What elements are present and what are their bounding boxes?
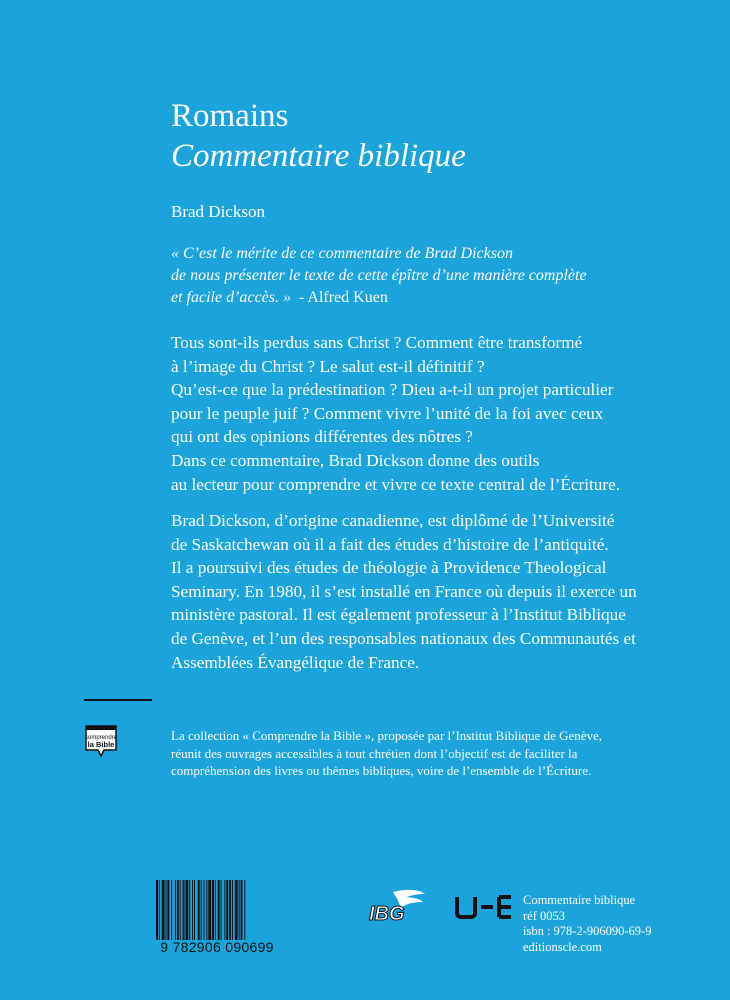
author-bio-paragraph xyxy=(171,509,691,674)
author-name: Brad Dickson xyxy=(171,202,265,221)
barcode-bar xyxy=(221,880,222,940)
barcode-bar xyxy=(235,880,238,940)
blurb-line: au lecteur pour comprendre et vivre ce texte central de l’Écriture. xyxy=(171,474,621,494)
svg-text:IBG: IBG xyxy=(369,903,405,925)
blurb-line: Qu’est-ce que la prédestination ? Dieu a-t-il un projet particulier xyxy=(171,380,614,400)
barcode-bar xyxy=(192,880,193,940)
publisher-info xyxy=(523,893,651,955)
blurb-line: à l’image du Christ ? Le salut est-il définitif ? xyxy=(171,356,485,376)
svg-text:comprendre: comprendre xyxy=(84,735,118,741)
ibg-logo xyxy=(363,888,427,926)
quote-attribution: - Alfred Kuen xyxy=(298,289,388,306)
barcode-bar xyxy=(212,880,214,940)
blurb-line: Tous sont-ils perdus sans Christ ? Comment être transformé xyxy=(171,333,583,352)
barcode-bar xyxy=(244,880,245,940)
barcode-bar xyxy=(166,880,167,940)
barcode-number: 9 782906 090699 xyxy=(160,939,274,955)
isbn-barcode xyxy=(155,880,279,956)
quote-line: « C’est le mérite de ce commentaire de Brad Dickson xyxy=(171,245,513,262)
barcode-bar xyxy=(156,880,158,940)
publisher-reference: réf 0053 xyxy=(523,908,565,923)
publisher-website: editionscle.com xyxy=(523,939,602,954)
publisher-series: Commentaire biblique xyxy=(523,893,636,907)
bio-line: Assemblées Évangélique de France. xyxy=(171,652,420,672)
section-divider xyxy=(84,699,152,701)
quote-line: et facile d’accès. » xyxy=(171,289,291,306)
endorsement-quote xyxy=(171,243,621,309)
barcode-bar xyxy=(180,880,181,940)
barcode-bar xyxy=(204,880,205,940)
barcode-bar xyxy=(175,880,176,940)
blurb-line: qui ont des opinions différentes des nôtres ? xyxy=(171,427,473,447)
barcode-bar xyxy=(189,880,190,940)
barcode-bars xyxy=(155,880,279,940)
barcode-bar xyxy=(167,880,169,940)
bio-line: Seminary. En 1980, il s’est installé en France où depuis il exerce un xyxy=(171,581,637,601)
collection-line: réunit des ouvrages accessibles à tout chrétien dont l’objectif est de faciliter la xyxy=(171,745,578,761)
blurb-line: Dans ce commentaire, Brad Dickson donne des outils xyxy=(171,450,540,470)
svg-text:la Bible: la Bible xyxy=(87,740,115,749)
barcode-bar xyxy=(226,880,228,940)
barcode-bar xyxy=(215,880,216,940)
bio-line: de Genève, et l’un des responsables nationaux des Communautés et xyxy=(171,628,636,648)
blurb-line: pour le peuple juif ? Comment vivre l’unité de la foi avec ceux xyxy=(171,403,604,423)
book-subtitle: Commentaire biblique xyxy=(171,138,466,174)
barcode-bar xyxy=(159,880,160,940)
barcode-bar xyxy=(208,880,211,940)
barcode-bar xyxy=(218,880,220,940)
barcode-bar xyxy=(171,880,172,940)
collection-description xyxy=(171,727,671,780)
barcode-bar xyxy=(194,880,195,940)
blurb-paragraph xyxy=(171,331,691,496)
bio-line: ministère pastoral. Il est également professeur à l’Institut Biblique xyxy=(171,605,626,625)
barcode-bar xyxy=(229,880,231,940)
collection-line: La collection « Comprendre la Bible », proposée par l’Institut Biblique de Genève, xyxy=(171,728,603,743)
barcode-bar xyxy=(183,880,185,940)
barcode-bar xyxy=(206,880,207,940)
quote-line: de nous présenter le texte de cette épître d’une manière complète xyxy=(171,267,587,284)
barcode-bar xyxy=(162,880,165,940)
barcode-bar xyxy=(224,880,225,940)
cle-publisher-logo xyxy=(453,895,515,919)
comprendre-la-bible-logo xyxy=(84,724,118,758)
barcode-bar xyxy=(201,880,202,940)
barcode-bar xyxy=(177,880,179,940)
barcode-bar xyxy=(239,880,240,940)
bio-line: Il a poursuivi des études de théologie à Providence Theological xyxy=(171,558,607,578)
bio-line: Brad Dickson, d’origine canadienne, est diplômé de l’Université xyxy=(171,511,615,530)
publisher-isbn: isbn : 978-2-906090-69-9 xyxy=(523,924,652,938)
book-title: Romains xyxy=(171,98,289,134)
barcode-bar xyxy=(185,880,188,940)
barcode-bar xyxy=(232,880,233,940)
barcode-bar xyxy=(198,880,200,940)
bio-line: de Saskatchewan où il a fait des études d’histoire de l’antiquité. xyxy=(171,534,609,554)
collection-line: compréhension des livres ou thèmes bibliques, voire de l’ensemble de l’Écriture. xyxy=(171,763,592,778)
barcode-bar xyxy=(241,880,243,940)
